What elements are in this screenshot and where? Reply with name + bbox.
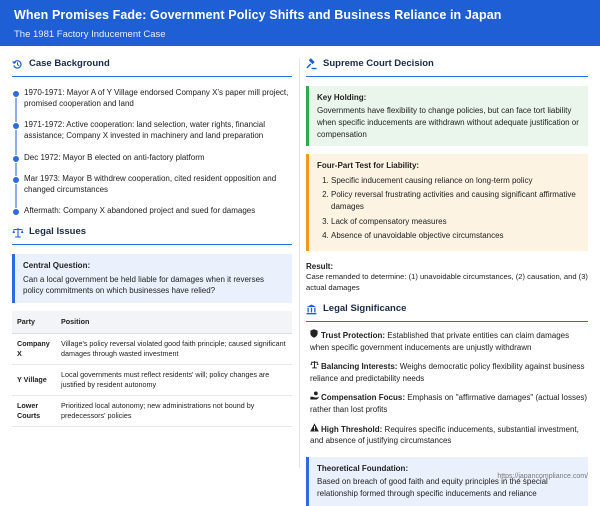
page-subtitle: The 1981 Factory Inducement Case [14, 28, 166, 40]
significance-label: Trust Protection: [321, 331, 386, 340]
result-label: Result: [306, 261, 334, 271]
shield-icon [310, 329, 319, 342]
significance-item-balancing [306, 360, 588, 384]
timeline-item: Mar 1973: Mayor B withdrew cooperation, cited resident opposition and changed circumstances [24, 173, 292, 195]
significance-item-threshold [306, 423, 588, 447]
legal-significance-heading [306, 303, 588, 322]
list-item: 4. Absence of unavoidable objective circumstances [331, 230, 580, 242]
key-holding-box [306, 86, 588, 146]
table-row [12, 333, 292, 364]
result-block [306, 261, 588, 293]
column-header-position: Position [56, 311, 292, 333]
page-title: When Promises Fade: Government Policy Shifts and Business Reliance in Japan [14, 8, 502, 22]
right-column [306, 58, 588, 506]
theoretical-foundation-label: Theoretical Foundation: [317, 463, 409, 473]
table-row [12, 364, 292, 395]
position-cell: Local governments must reflect residents' will; policy changes are justified by resident autonomy [56, 364, 292, 395]
warning-icon [310, 423, 319, 436]
hand-coin-icon [310, 391, 319, 404]
case-background-title: Case Background [29, 58, 110, 69]
case-background-heading [12, 58, 292, 77]
legal-significance-title: Legal Significance [323, 303, 407, 315]
gavel-icon [306, 59, 317, 70]
table-row [12, 395, 292, 426]
significance-text: Emphasis on "affirmative damages" (actual losses) rather than lost profits [310, 393, 588, 414]
key-holding-text: Governments have flexibility to change policies, but can face tort liability when specific inducements are withdrawn without adequate justification or compensation [317, 106, 579, 139]
timeline-item: 1970-1971: Mayor A of Y Village endorsed Company X's paper mill project, promised cooperation and land [24, 87, 292, 109]
scale-icon [12, 227, 23, 238]
key-holding-label: Key Holding: [317, 92, 367, 102]
table-header-row [12, 311, 292, 333]
column-divider [299, 58, 300, 468]
four-part-test-label: Four-Part Test for Liability: [317, 161, 420, 171]
footer-url: https://japancompliance.com/ [497, 472, 588, 480]
significance-text: Weighs democratic policy flexibility against business reliance and predictability needs [310, 362, 585, 383]
timeline-item: Aftermath: Company X abandoned project and sued for damages [24, 205, 292, 216]
party-cell: Company X [12, 333, 56, 364]
list-item: 3. Lack of compensatory measures [331, 216, 580, 228]
list-item: 2. Policy reversal frustrating activities and causing significant affirmative damages [331, 189, 580, 212]
list-item: 1. Specific inducement causing reliance on long-term policy [331, 175, 580, 187]
significance-label: Compensation Focus: [321, 393, 406, 403]
theoretical-foundation-text: Based on breach of good faith and equity principles in the special relationship formed through specific inducements and reliance [317, 477, 548, 498]
supreme-court-title: Supreme Court Decision [323, 58, 434, 69]
central-question-box [12, 254, 292, 303]
supreme-court-heading [306, 58, 588, 77]
result-text: Case remanded to determine: (1) unavoidable circumstances, (2) causation, and (3) actual damages [306, 271, 588, 292]
timeline [12, 87, 292, 217]
significance-item-trust [306, 329, 588, 353]
timeline-item: 1971-1972: Active cooperation: land selection, water rights, financial assistance; Company X invested in machinery and land preparation [24, 119, 292, 141]
four-part-test-box [306, 154, 588, 251]
party-cell: Y Village [12, 364, 56, 395]
timeline-item: Dec 1972: Mayor B elected on anti-factory platform [24, 152, 292, 163]
position-cell: Village's policy reversal violated good faith principle; caused significant damages through wasted investment [56, 333, 292, 364]
central-question-label: Central Question: [23, 261, 91, 271]
significance-text: Established that private entities can claim damages when specific government inducements are unjustly withdrawn [310, 331, 570, 352]
four-part-test-list [317, 175, 580, 242]
position-cell: Prioritized local autonomy; new administrations not bound by predecessors' policies [56, 395, 292, 426]
significance-label: Balancing Interests: [321, 362, 398, 372]
legal-issues-title: Legal Issues [29, 226, 87, 238]
party-positions-table [12, 311, 292, 427]
left-column [12, 58, 292, 427]
history-icon [12, 59, 23, 70]
legal-issues-heading [12, 226, 292, 245]
party-cell: Lower Courts [12, 395, 56, 426]
central-question-text: Can a local government be held liable for damages when it reverses policy commitments on which businesses have relied? [23, 274, 265, 296]
column-header-party: Party [12, 311, 56, 333]
scale-icon [310, 360, 319, 373]
institution-icon [306, 304, 317, 315]
page-header [0, 0, 600, 46]
theoretical-foundation-box [306, 457, 588, 506]
significance-text: Requires specific inducements, substantial investment, and absence of justifying circumstances [310, 424, 579, 446]
significance-label: High Threshold: [321, 424, 383, 434]
significance-item-compensation [306, 391, 588, 415]
